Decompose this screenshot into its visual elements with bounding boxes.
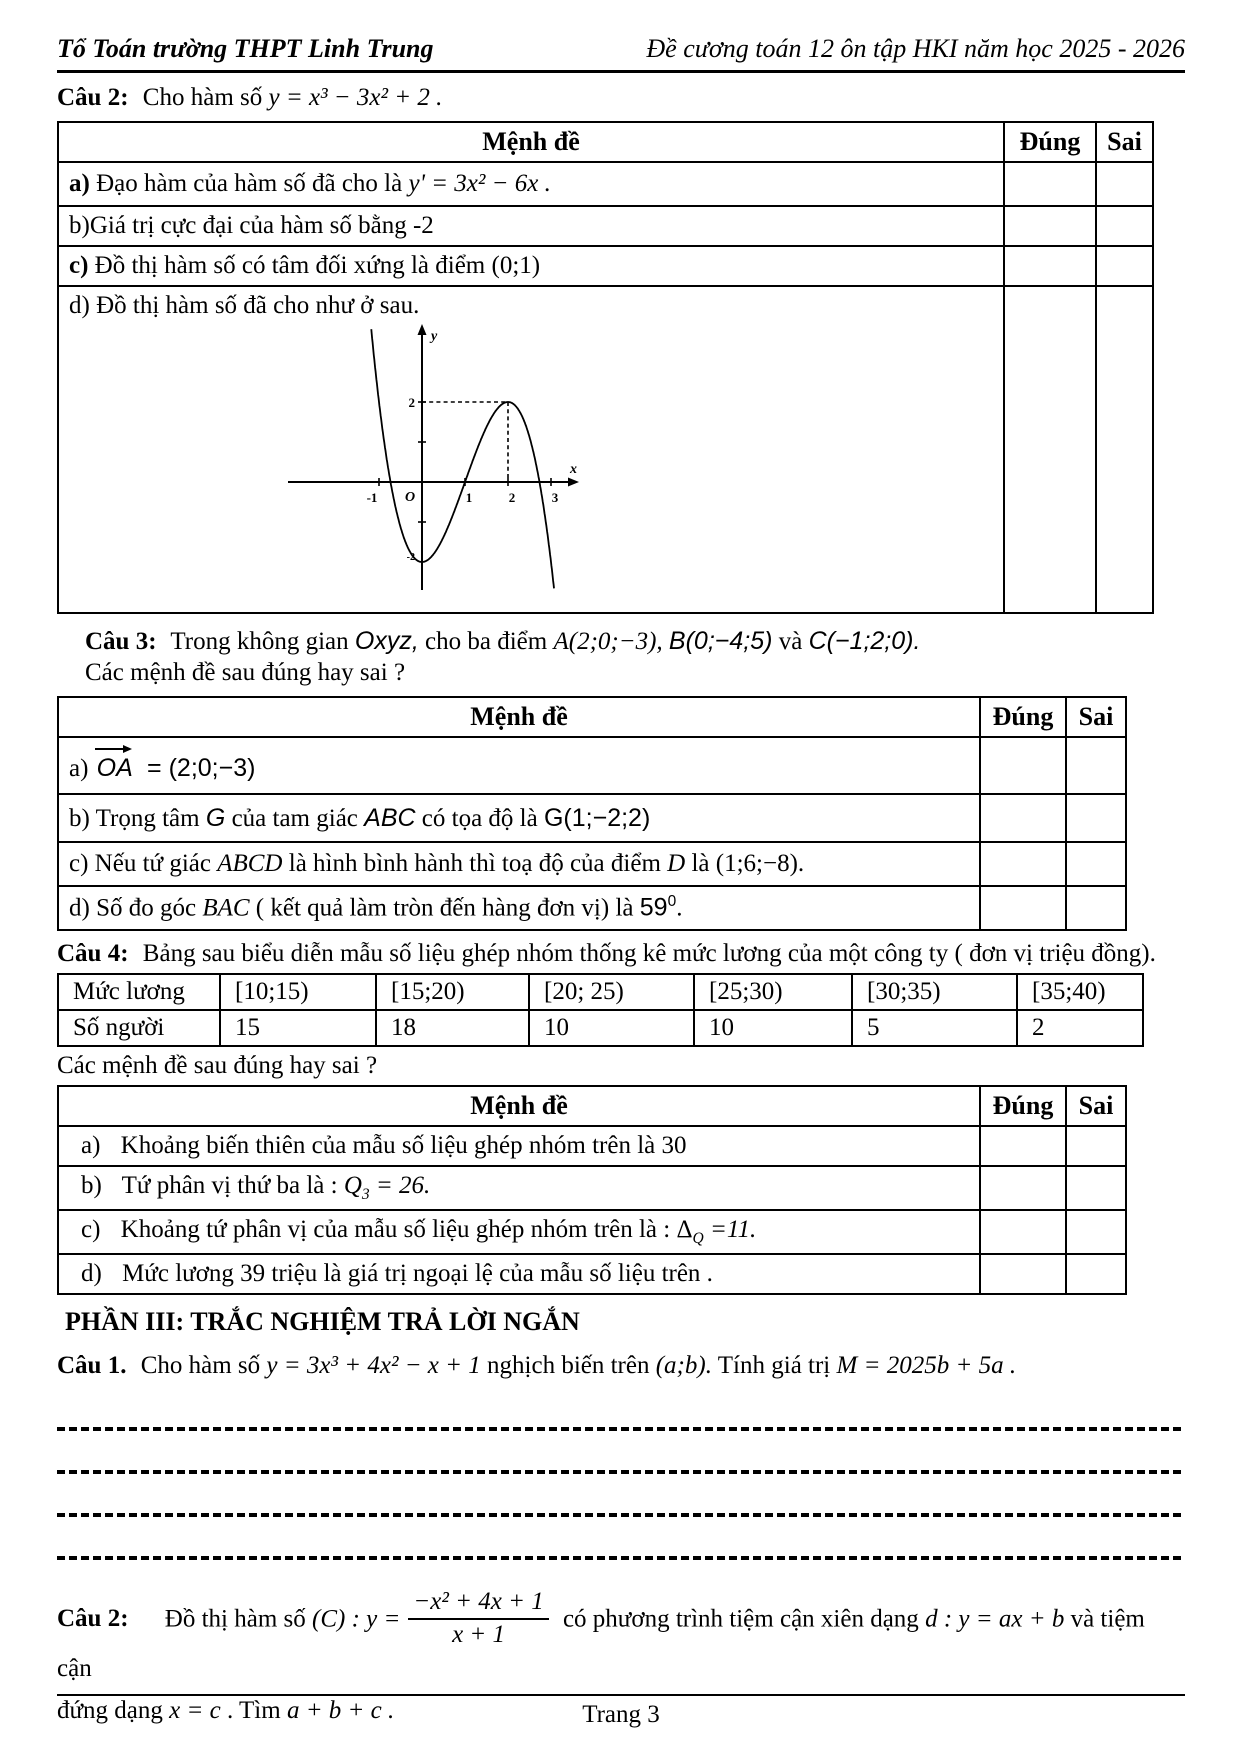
p3-q2-label: Câu 2: (57, 1605, 129, 1633)
table-header-row (58, 122, 1153, 162)
col-false: Sai (1096, 122, 1153, 162)
row-label: b) (81, 1172, 102, 1199)
statement-end: . (676, 894, 683, 922)
answer-cell-false (1096, 162, 1153, 206)
statement-text: là hình bình hành thì toạ độ của điểm (288, 850, 661, 877)
answer-line (57, 1556, 1185, 1560)
table-row-b (58, 1166, 1126, 1210)
statement-text-wrap (69, 292, 993, 320)
p3-q1-math3: M = 2025b + 5a . (836, 1352, 1017, 1379)
statement-text: Trọng tâm (95, 804, 200, 832)
q3-intro-text: Trong không gian (170, 628, 349, 655)
page-number: Trang 3 (582, 1701, 660, 1728)
col-statement: Mệnh đề (58, 697, 980, 737)
answer-cell-false (1066, 1254, 1126, 1294)
answer-cell-true (980, 1254, 1066, 1294)
answer-cell-true (980, 794, 1066, 842)
q2-label: Câu 2: (57, 84, 129, 111)
table-row-a (58, 737, 1126, 794)
q4-statement-table (57, 1085, 1127, 1295)
page-header (57, 34, 1185, 73)
p3-q2-mid: có phương trình tiệm cận xiên dạng (562, 1605, 919, 1633)
q4-subtitle-line (57, 1051, 1185, 1081)
graph-container (282, 322, 993, 601)
vector-oa (95, 752, 135, 783)
statement-math: (0;1) (491, 252, 541, 279)
col-false: Sai (1066, 1086, 1126, 1126)
answer-cell-false (1096, 246, 1153, 286)
q2-intro-text: Cho hàm số (142, 84, 263, 111)
statement-math: = (2;0;−3) (147, 754, 256, 782)
table-row-a (58, 162, 1153, 206)
statement-text: Số đo góc (96, 894, 197, 922)
salary-bin: [20; 25) (529, 974, 694, 1010)
math-abc: ABC (364, 803, 416, 832)
q3-point-b: B(0;−4;5) (668, 627, 773, 655)
table-row-c (58, 842, 1126, 886)
answer-cell-true (980, 842, 1066, 886)
row-label: c) (69, 850, 89, 877)
count-value: 10 (529, 1010, 694, 1046)
statement-math: G(1;−2;2) (543, 803, 651, 832)
q3-subtitle: Các mệnh đề sau đúng hay sai ? (85, 659, 406, 686)
answer-cell-true (1004, 206, 1096, 246)
p3-q2-mid3: . Tìm (226, 1696, 281, 1724)
answer-cell-true (1004, 286, 1096, 613)
part3-title: PHẦN III: TRẮC NGHIỆM TRẢ LỜI NGẮN (65, 1307, 580, 1336)
count-header: Số người (58, 1010, 220, 1046)
statement-text: có tọa độ là (421, 804, 538, 832)
row-label: d) (81, 1260, 102, 1287)
table-row-c (58, 1210, 1126, 1254)
vector-arrow-icon (95, 748, 127, 750)
col-false: Sai (1066, 697, 1126, 737)
row-label: a) (69, 170, 90, 197)
page-footer (57, 1694, 1185, 1729)
statement-text: Nếu tứ giác (94, 850, 211, 877)
answer-cell-false (1096, 206, 1153, 246)
q3-intro-line (57, 626, 1185, 688)
answer-cell-false (1066, 737, 1126, 794)
answer-cell-false (1066, 1210, 1126, 1254)
count-value: 5 (852, 1010, 1017, 1046)
answer-cell-false (1066, 1126, 1126, 1166)
count-row (58, 1010, 1143, 1046)
count-value: 15 (220, 1010, 376, 1046)
q3-space-label: Oxyz, (354, 627, 419, 655)
math-g: G (205, 803, 226, 832)
svg-text:3: 3 (551, 490, 559, 505)
answer-cell-false (1066, 842, 1126, 886)
header-right: Đề cương toán 12 ôn tập HKI năm học 2025 - 2026 (646, 34, 1185, 63)
p3-q1-math2: (a;b). (655, 1352, 712, 1379)
q4-label: Câu 4: (57, 940, 129, 967)
table-row-c (58, 246, 1153, 286)
q3-label: Câu 3: (85, 628, 157, 655)
fraction (408, 1588, 548, 1650)
col-true: Đúng (980, 697, 1066, 737)
answer-cell-true (1004, 162, 1096, 206)
col-true: Đúng (1004, 122, 1096, 162)
statement-text: Đồ thị hàm số có tâm đối xứng là điểm (94, 252, 486, 279)
salary-bin: [15;20) (376, 974, 529, 1010)
math-bac: BAC (202, 894, 250, 922)
salary-bin: [25;30) (694, 974, 852, 1010)
q2-statement-table (57, 121, 1154, 614)
q3-point-a: A(2;0;−3), (553, 628, 663, 655)
table-row-b (58, 206, 1153, 246)
svg-text:O: O (404, 490, 416, 505)
table-row-d (58, 886, 1126, 930)
statement-text: Đạo hàm của hàm số đã cho là (96, 170, 403, 197)
q3-mid-text: cho ba điểm (425, 628, 548, 655)
q2-intro-line (57, 83, 1185, 113)
p3-q1-math1: y = 3x³ + 4x² − x + 1 (266, 1352, 481, 1379)
p3-q1-label: Câu 1. (57, 1352, 127, 1379)
svg-text:-2: -2 (406, 552, 415, 563)
statement-math: y' = 3x² − 6x . (408, 170, 551, 197)
row-label: d) (69, 894, 90, 922)
row-label: a) (69, 755, 89, 782)
answer-cell-true (1004, 246, 1096, 286)
q4-intro-line (57, 939, 1185, 969)
math-d: D (667, 850, 686, 877)
answer-cell-false (1066, 1166, 1126, 1210)
p3-q2-vert: x = c (169, 1696, 221, 1724)
answer-cell-false (1096, 286, 1153, 613)
table-header-row (58, 1086, 1126, 1126)
col-true: Đúng (980, 1086, 1066, 1126)
salary-bin: [30;35) (852, 974, 1017, 1010)
fraction-numerator: −x² + 4x + 1 (413, 1588, 544, 1615)
row-label: a) (81, 1132, 101, 1159)
statement-text: Mức lương 39 triệu là giá trị ngoại lệ của mẫu số liệu trên . (122, 1260, 713, 1287)
p3-q2-text: Đồ thị hàm số (164, 1605, 306, 1633)
answer-cell-true (980, 1166, 1066, 1210)
statement-text: của tam giác (231, 804, 358, 832)
answer-cell-true (980, 737, 1066, 794)
salary-bin: [10;15) (220, 974, 376, 1010)
statement-text: Khoảng biến thiên của mẫu số liệu ghép nhóm trên là 30 (120, 1132, 687, 1159)
answer-cell-true (980, 1210, 1066, 1254)
p3-q1-mid2: Tính giá trị (717, 1352, 831, 1379)
row-label: c) (81, 1216, 101, 1243)
answer-line (57, 1470, 1185, 1474)
p3-q2-curve: (C) : y = (312, 1605, 401, 1633)
svg-text:1: 1 (465, 490, 473, 505)
answer-line (57, 1427, 1185, 1431)
statement-text: Đồ thị hàm số đã cho như ở sau. (96, 292, 420, 319)
q2-formula: y = x³ − 3x² + 2 . (268, 84, 443, 111)
statement-text: b)Giá trị cực đại của hàm số bằng -2 (69, 212, 434, 239)
salary-bin: [35;40) (1017, 974, 1143, 1010)
answer-cell-true (980, 886, 1066, 930)
table-row-d (58, 1254, 1126, 1294)
table-row-d (58, 286, 1153, 613)
svg-text:2: 2 (508, 490, 516, 505)
fraction-denominator: x + 1 (408, 1618, 548, 1650)
answer-cell-false (1066, 886, 1126, 930)
svg-text:y: y (431, 329, 438, 344)
table-header-row (58, 697, 1126, 737)
math-q: Q (343, 1172, 362, 1199)
statement-text: ( kết quả làm tròn đến hàng đơn vị) là (255, 894, 634, 922)
statement-text: Khoảng tứ phân vị của mẫu số liệu ghép nhóm trên là : (120, 1216, 671, 1243)
table-row-b (58, 794, 1126, 842)
math-abcd: ABCD (217, 850, 283, 877)
q4-frequency-table (57, 973, 1144, 1047)
statement-math: (1;6;−8). (715, 850, 805, 877)
svg-text:2: 2 (408, 395, 415, 410)
statement-text: Tứ phân vị thứ ba là : (121, 1172, 338, 1199)
answer-cell-true (980, 1126, 1066, 1166)
p3-q2-line2-pre: đứng dạng (57, 1696, 163, 1724)
svg-text:-1: -1 (366, 490, 378, 505)
statement-math: 59 (639, 893, 668, 922)
p3-q1-mid: nghịch biến trên (487, 1352, 650, 1379)
p3-q2-asym: d : y = ax + b (925, 1605, 1065, 1633)
statement-math: =11. (710, 1216, 757, 1243)
row-label: b) (69, 804, 90, 832)
q4-intro-text: Bảng sau biểu diễn mẫu số liệu ghép nhóm thống kê mức lương của một công ty ( đơn vị triệu đồng). (142, 940, 1156, 967)
q3-va-text: và (778, 628, 803, 655)
statement-text: là (691, 850, 710, 877)
header-left: Tổ Toán trường THPT Linh Trung (57, 34, 434, 63)
salary-header: Mức lương (58, 974, 220, 1010)
col-statement: Mệnh đề (58, 1086, 980, 1126)
q3-point-c: C(−1;2;0). (808, 627, 921, 655)
math-delta-sub: Q (692, 1230, 704, 1247)
statement-math: = 26. (375, 1172, 431, 1199)
svg-text:x: x (570, 462, 577, 477)
p3-q2-mid2: và tiệm cận (57, 1605, 1145, 1682)
row-label: c) (69, 252, 89, 279)
answer-line (57, 1513, 1185, 1517)
math-delta: Δ (676, 1216, 693, 1243)
answer-cell-false (1066, 794, 1126, 842)
count-value: 2 (1017, 1010, 1143, 1046)
count-value: 18 (376, 1010, 529, 1046)
q4-subtitle: Các mệnh đề sau đúng hay sai ? (57, 1052, 378, 1079)
col-statement: Mệnh đề (58, 122, 1004, 162)
p3-q2-line (57, 1590, 1185, 1686)
q3-statement-table (57, 696, 1127, 931)
p3-q1-line (57, 1351, 1185, 1381)
function-graph (282, 322, 582, 594)
p3-q2-sum: a + b + c . (286, 1696, 395, 1724)
degree-sup: 0 (667, 893, 677, 911)
vector-name: OA (96, 754, 133, 782)
p3-q1-text: Cho hàm số (140, 1352, 261, 1379)
table-row-a (58, 1126, 1126, 1166)
row-label: d) (69, 292, 90, 319)
salary-row (58, 974, 1143, 1010)
math-q-sub: 3 (361, 1186, 370, 1203)
count-value: 10 (694, 1010, 852, 1046)
